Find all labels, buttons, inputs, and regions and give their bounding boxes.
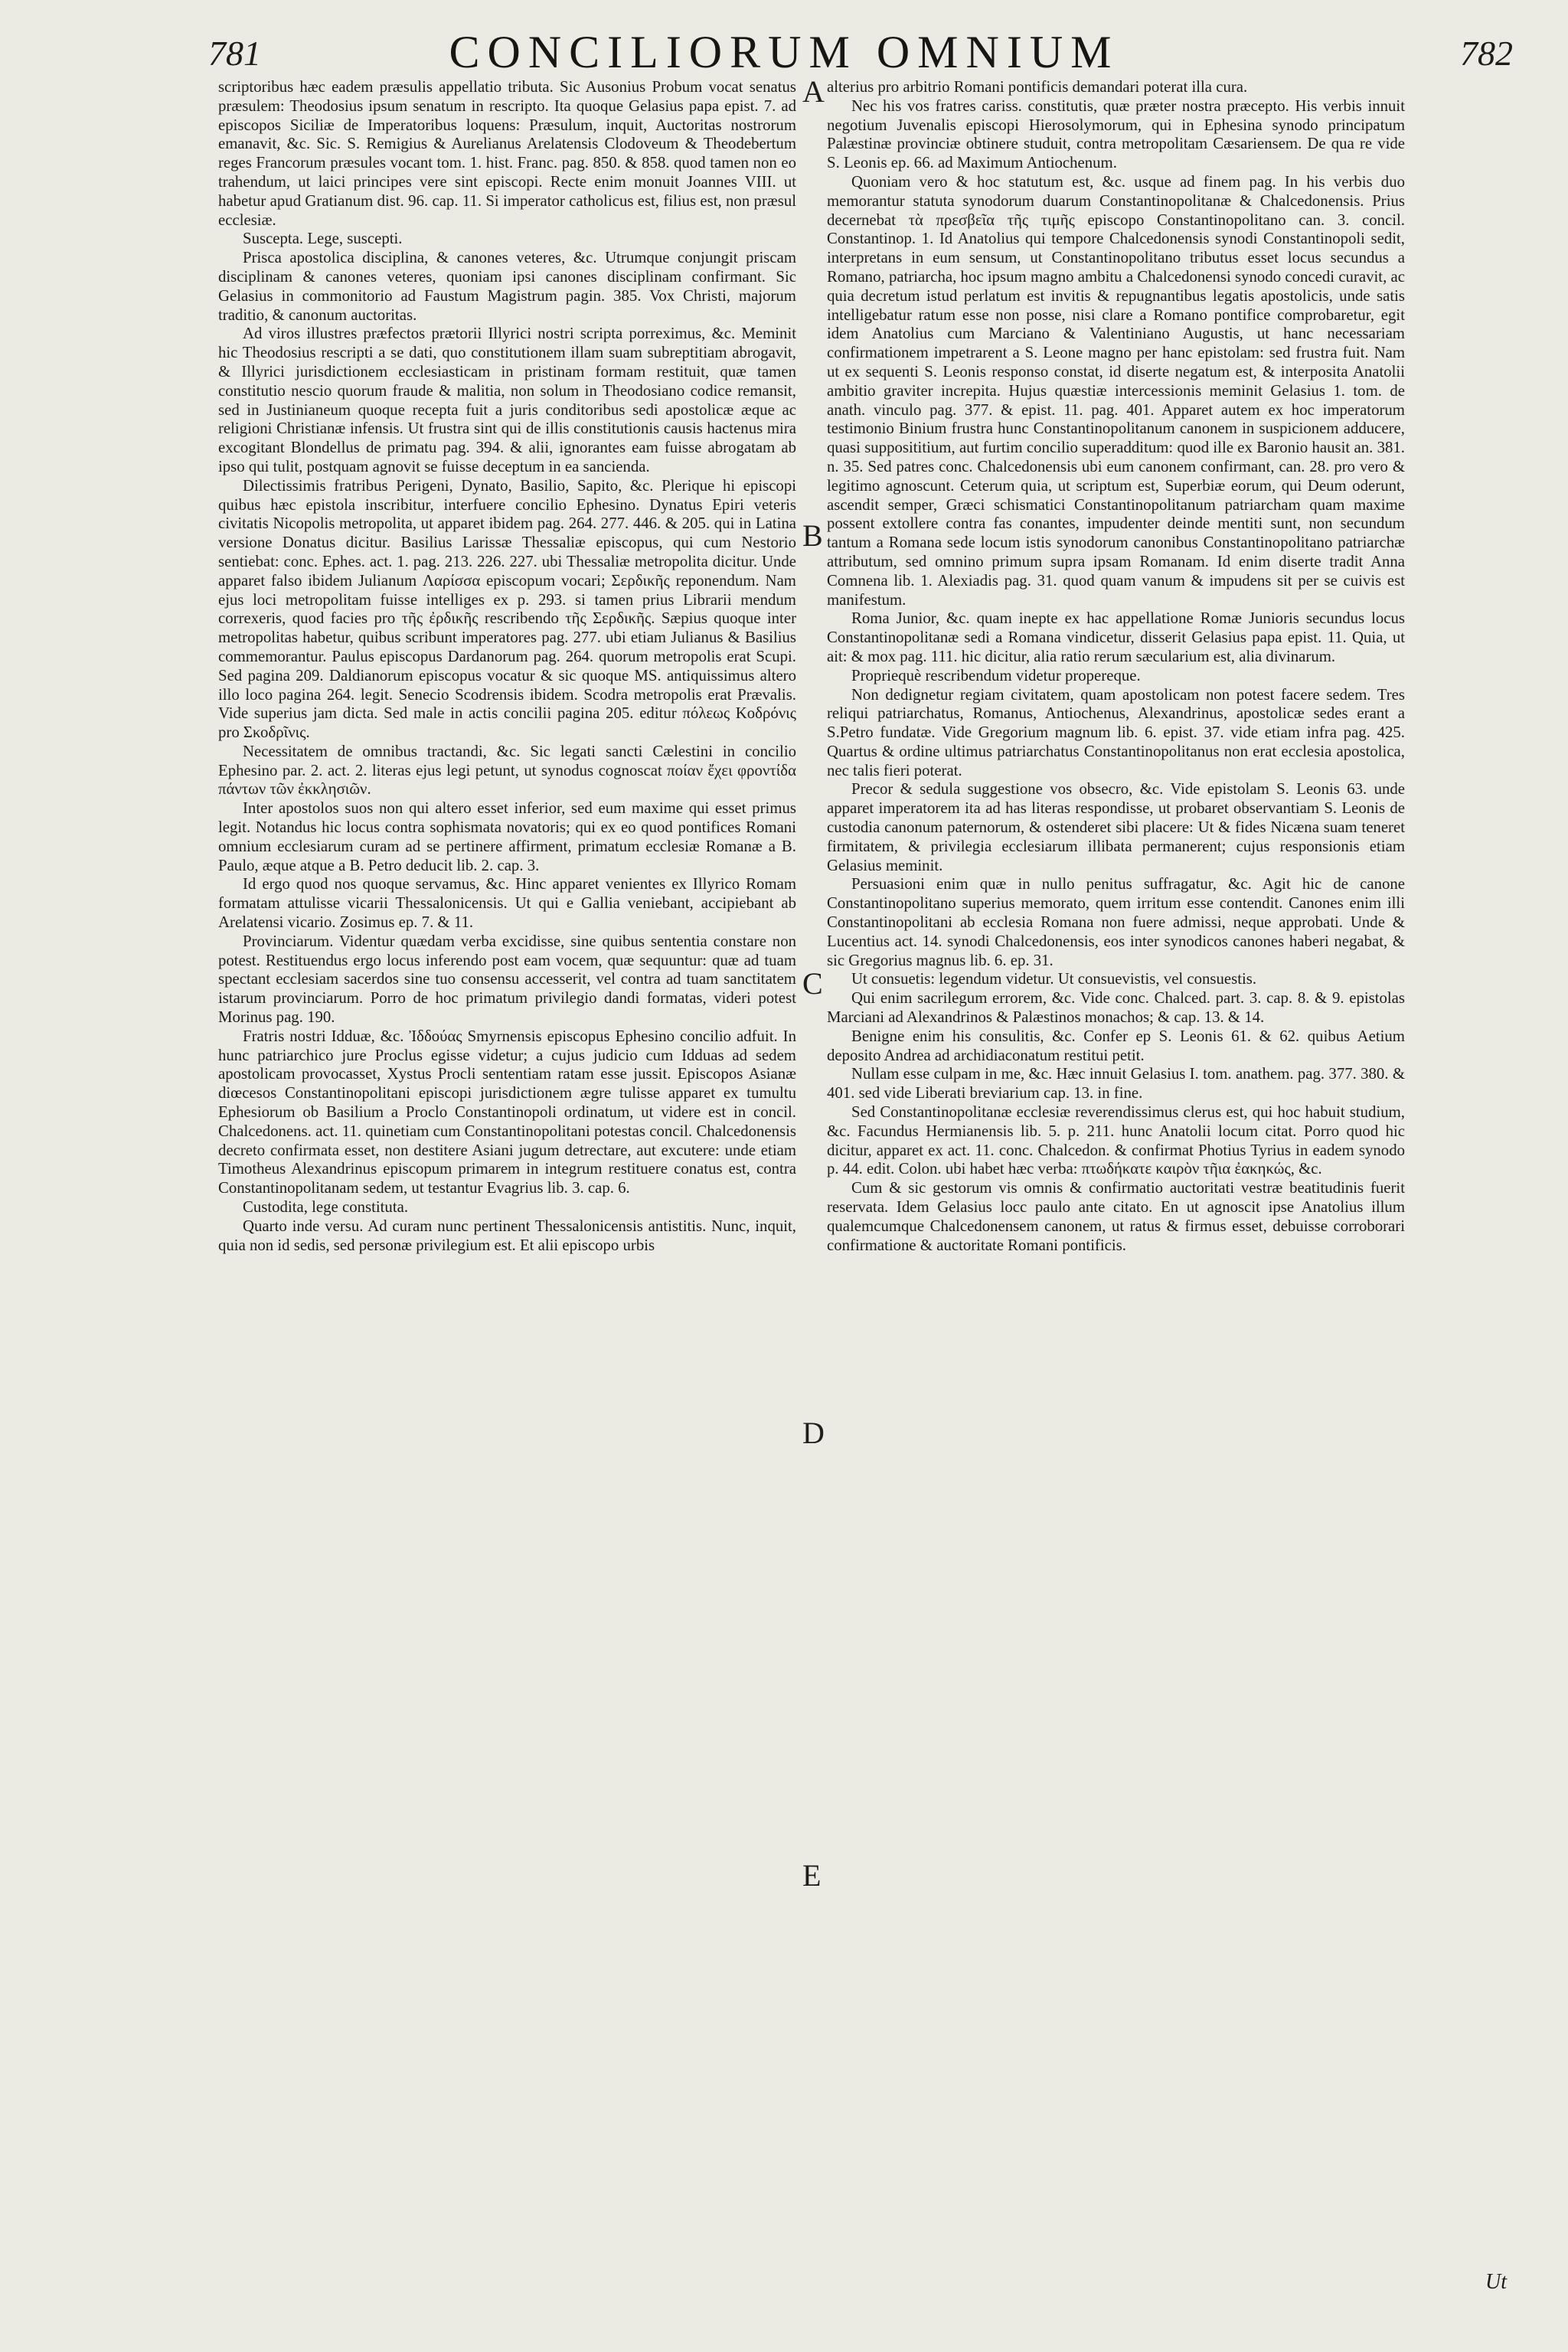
paragraph: Fratris nostri Idduæ, &c. Ἰδδούας Smyrnensis episcopus Ephesino concilio adfuit. In hunc patriarchico jure Proclus egisse videtur; a cujus judicio cum Idduas ad sedem apostolicam provocasset, Xystus Procli sententiam ratam esse jussit. Episcopos Asianæ diœcesos Constantinopolitani episcopi jurisdictionem ægre tulisse apparet ex tumultu Ephesiorum ob Basilium a Proclo Constantinopoli ordinatum, ut videre est in concil. Chalcedonens. act. 11. quinetiam cum Constantinopolitani potestas concil. Chalcedonensis decreto confirmata esset, non destitere Asiani jugum detrectare, aut excutere: unde etiam Timotheus Alexandrinus episcopum primarem in integrum restituere conatus est, contra Constantinopolitanam sedem, ut testantur Evagrius lib. 3. cap. 6. [218,1027,796,1197]
margin-letter-c: C [802,966,823,1001]
left-column [218,78,796,2283]
page-number-left: 781 [208,34,261,73]
margin-letter-d: D [802,1416,825,1450]
paragraph: Id ergo quod nos quoque servamus, &c. Hinc apparet venientes ex Illyrico Romam formatam attulisse vicarii Thessalonicensis. Ut qui e Gallia veniebant, accipiebant ab Arelatensi vicario. Zosimus ep. 7. & 11. [218,875,796,932]
paragraph: Propriequè rescribendum videtur propereque. [851,666,1141,684]
running-header [207,21,1361,83]
catchword: Ut [1485,2270,1507,2294]
paragraph: Ad viros illustres præfectos prætorii Illyrici nostri scripta porreximus, &c. Meminit hic Theodosius rescripti a se dati, quo constitutionem illam suam subreptitiam abrogavit, & Illyrici jurisdictionem ecclesiasticam in pristinam formam restituit, quæ tamen constitutio nescio quorum fraude & malitia, non solum in Theodosiano codice remansit, sed in Justinianeum quoque recepta fuit a juris conditoribus sedi apostolicæ æque ac religioni Christianæ infensis. Ut frustra sint qui de illis constitutionis causis hactenus mira excogitant Blondellus de primatu pag. 394. & alii, ignorantes eam fuisse abrogatam ab ipso qui tulit, postquam agnovit se fuisse deceptum in ea sancienda. [218,325,796,475]
paragraph: Necessitatem de omnibus tractandi, &c. Sic legati sancti Cælestini in concilio Ephesino par. 2. act. 2. literas ejus legi petunt, ut synodus cognoscat ποίαν ἔχει φροντίδα πάντων τῶν ἐκκλησιῶν. [218,742,796,799]
paragraph: Roma Junior, &c. quam inepte ex hac appellatione Romæ Junioris secundus locus Constantinopolitanæ sedi a Romana vindicetur, disserit Gelasius papa epist. 11. Quia, ut ait: & mox pag. 111. hic dicitur, alia ratio rerum sæcularium est, alia divinarum. [827,609,1405,665]
margin-letter-a: A [802,74,825,109]
paragraph: Nec his vos fratres cariss. constitutis, quæ præter nostra præcepto. His verbis innuit negotium Juvenalis episcopi Hierosolymorum, qui in Ephesina synodo principatum Palæstinæ provinciæ obtinere studuit, contra metropolitam Cæsariensem. De qua re vide S. Leonis ep. 66. ad Maximum Antiochenum. [827,96,1405,172]
margin-letter-b: B [802,518,823,553]
right-column [827,78,1405,2283]
paragraph: Benigne enim his consulitis, &c. Confer ep S. Leonis 61. & 62. quibus Aetium deposito Andrea ad archidiaconatum restitui petit. [827,1027,1405,1064]
paragraph: Cum & sic gestorum vis omnis & confirmatio auctoritati vestræ beatitudinis fuerit reservata. Idem Gelasius locc paulo ante citato. En ut agnoscit ipse Anatolius illum qualemcumque Chalcedonensem canonem, ut ratus & firmus esset, debuisse corroborari confirmatione & auctoritate Romani pontificis. [827,1179,1405,1254]
paragraph: Nullam esse culpam in me, &c. Hæc innuit Gelasius I. tom. anathem. pag. 377. 380. & 401. sed vide Liberati breviarium cap. 13. in fine. [827,1065,1405,1102]
paragraph: Non dedignetur regiam civitatem, quam apostolicam non potest facere sedem. Tres reliqui patriarchatus, Romanus, Antiochenus, Alexandrinus, apostolicæ sedes erant a S.Petro fundatæ. Vide Gregorium magnum lib. 6. epist. 37. vide etiam infra pag. 425. Quartus & ordine ultimus patriarchatus Constantinopolitanus non erat ecclesia apostolica, nec talis fieri poterat. [827,685,1405,779]
paragraph: Persuasioni enim quæ in nullo penitus suffragatur, &c. Agit hic de canone Constantinopolitano superius memorato, quem irritum esse contendit. Canones enim illi Constantinopolitani ab ecclesia Romana non fuere admissi, neque approbati. Unde & Lucentius act. 14. synodi Chalcedonensis, eos inter synodicos canones haberi negabat, & sic Gregorius magnus lib. 6. ep. 31. [827,875,1405,969]
paragraph: Precor & sedula suggestione vos obsecro, &c. Vide epistolam S. Leonis 63. unde apparet imperatorem ita ad has literas respondisse, ut probaret observantiam S. Leonis de custodia canonum paternorum, & ostenderet sibi placere: Ut & fides Nicæna suam teneret firmitatem, & privilegia ecclesiarum illibata permanerent; cujus responsionis etiam Gelasius meminit. [827,780,1405,874]
running-title: CONCILIORUM OMNIUM [449,27,1119,77]
paragraph: Qui enim sacrilegum errorem, &c. Vide conc. Chalced. part. 3. cap. 8. & 9. epistolas Marciani ad Alexandrinos & Palæstinos monachos; & cap. 13. & 14. [827,989,1405,1027]
paragraph: Custodita, lege constituta. [243,1198,409,1217]
paragraph: Quoniam vero & hoc statutum est, &c. usque ad finem pag. In his verbis duo memorantur statuta synodorum duarum Constantinopolitanæ & Chalcedonensis. Prius decernebat τὰ πρεσβεῖα τῆς τιμῆς episcopo Constantinopolitano can. 3. concil. Constantinop. 1. Id Anatolius qui tempore Chalcedonensis synodi Constantinopoli sedit, interpretans in eum sensum, ut Constantinopolitano tributus esset locus secundus a Romano, patriarcha, hoc ipsum magno ambitu a Chalcedonensi synodo concedi curavit, ac quia decretum istud perlatum est invitis & repugnantibus legatis apostolicis, unde satis intelligebatur ratum esse non posse, nisi clare a Romano pontifice comprobaretur, egit idem Anatolius cum Marciano & Valentiniano Augustis, ut hanc necessariam confirmationem impetrarent a S. Leone magno per hanc epistolam: sed frustra fuit. Nam ut ex sequenti S. Leonis responso constat, id diserte negatum est, & interposita Anatolii ambitio graviter increpita. Hujus quæstiæ intercessionis meminit Gelasius 1. tom. de anath. vinculo pag. 377. & epist. 11. pag. 401. Apparet autem ex hoc imperatorum testimonio Binium frustra hunc Constantinopolitanum canonem in suspicionem adducere, quasi supposititium, aut furtim concilio superadditum: quod ille ex Baronio hausit an. 381. n. 35. Sed patres conc. Chalcedonensis ubi eum canonem confirmant, can. 28. pro vero & legitimo agnoscunt. Ceterum quia, ut scriptum est, Superbiæ eorum, qui Deum oderunt, ascendit semper, Græci schismatici Constantinopolitanum patriarcham quam maxime possent extollere contra fas conantes, impudenter deinde mentiti sunt, non secundum tantum a Romana sede locum istis synodorum canonibus Constantinopolitano patriarchæ attributum, sed omnino primum supra ipsam Romanam. Id enim diserte tradit Anna Comnena lib. 1. Alexiadis pag. 31. quod quam vanum & impudens sit per se cuivis est manifestum. [827,172,1405,609]
paragraph: Sed Constantinopolitanæ ecclesiæ reverendissimus clerus est, qui hoc habuit studium, &c. Facundus Hermianensis lib. 5. p. 211. hunc Anatolii locum citat. Porro quod hic dicitur, apparet ex act. 11. conc. Chalcedon. & confirmat Photius Tyrius in eadem synodo p. 44. edit. Colon. ubi habet hæc verba: πτωδήκατε καιρὸν τῆια ἐακηκώς, &c. [827,1103,1405,1178]
paragraph: Suscepta. Lege, suscepti. [243,230,403,248]
paragraph: Dilectissimis fratribus Perigeni, Dynato, Basilio, Sapito, &c. Plerique hi episcopi quibus hæc epistola inscribitur, interfuere concilio Ephesino. Dynatus Epiri veteris civitatis Nicopolis metropolita, ut apparet ibidem pag. 264. 277. 446. & 205. qui in Latina versione Donatus dicitur. Basilius Larissæ Thessaliæ episcopus, qui cum Nestorio sentiebat: conc. Ephes. act. 1. pag. 213. 226. 227. ubi Thessaliæ metropolita dicitur. Unde apparet falso ibidem Julianum Λαρίσσα episcopum vocari; Σερδικῆς reponendum. Nam ejus loci metropolitam fuisse intelliges ex p. 293. si tamen prius Librarii mendum correxeris, quod facies pro τῆς ἐρδικῆς rescribendo τῆς Σερδικῆς. Sæpius quoque inter metropolitas habetur, quibus scribunt imperatores pag. 277. ubi etiam Julianus & Basilius commemorantur. Paulus episcopus Dardanorum pag. 264. quorum metropolis erat Scupi. Sed pagina 209. Daldianorum episcopus vocatur & sic quoque MS. antiquissimus altero illo loco pagina 264. legit. Senecio Scodrensis ibidem. Scodra metropolis erat Prævalis. Vide superius jam dicta. Sed male in actis concilii pagina 205. editur πόλεως Κοδρόνις pro Σκοδρῖνις. [218,476,796,742]
paragraph: Ut consuetis: legendum videtur. Ut consuevistis, vel consuestis. [851,970,1257,988]
margin-letter-e: E [802,1858,822,1893]
paragraph: Provinciarum. Videntur quædam verba excidisse, sine quibus sententia constare non potest. Restituendus ergo locus inferendo post eam vocem, quæ sequuntur: quæ ad tuam spectant ecclesiam sacerdos sine tuo consensu accesserit, vel contra ad tuam sanctitatem istarum provinciarum. Porro de hoc primatum privilegio dandi formatas, videri potest Morinus pag. 190. [218,932,796,1027]
paragraph: Prisca apostolica disciplina, & canones veteres, &c. Utrumque conjungit priscam disciplinam & canones veteres, quoniam ipsi canones disciplinam confirmant. Sic Gelasius in commonitorio ad Faustum Magistrum pagin. 385. Vox Christi, majorum traditio, & canonum auctoritas. [218,249,796,324]
paragraph: Inter apostolos suos non qui altero esset inferior, sed eum maxime qui esset primus legit. Notandus hic locus contra sophismata novatoris; qui ex eo quod pontifices Romani omnium ecclesiarum curam ad se pertinere affirment, primatum ecclesiæ Romanæ a B. Paulo, æque atque a B. Petro deducit lib. 2. cap. 3. [218,799,796,874]
paragraph: scriptoribus hæc eadem præsulis appellatio tributa. Sic Ausonius Probum vocat senatus præsulem: Theodosius ipsum senatum in rescripto. Ita quoque Gelasius papa epist. 7. ad episcopos Siciliæ de Imperatoribus loquens: Præsulum, inquit, Auctoritas nostrorum emanavit, &c. Sic. S. Remigius & Aurelianus Arelatensis Clodoveum & Theodebertum reges Francorum præsules vocant tom. 1. hist. Franc. pag. 850. & 858. quod tamen non eo trahendum, ut laici principes vere sint episcopi. Recte enim monuit Joannes VIII. ut habetur apud Gratianum dist. 96. cap. 11. Si imperator catholicus est, filius est, non præsul ecclesiæ. [218,78,796,229]
paragraph: Quarto inde versu. Ad curam nunc pertinent Thessalonicensis antistitis. Nunc, inquit, quia non id sedis, sed personæ privilegium est. Et alii episcopo urbis [218,1217,796,1254]
page-number-right: 782 [1460,34,1513,73]
paragraph: alterius pro arbitrio Romani pontificis demandari poterat illa cura. [827,78,1248,96]
